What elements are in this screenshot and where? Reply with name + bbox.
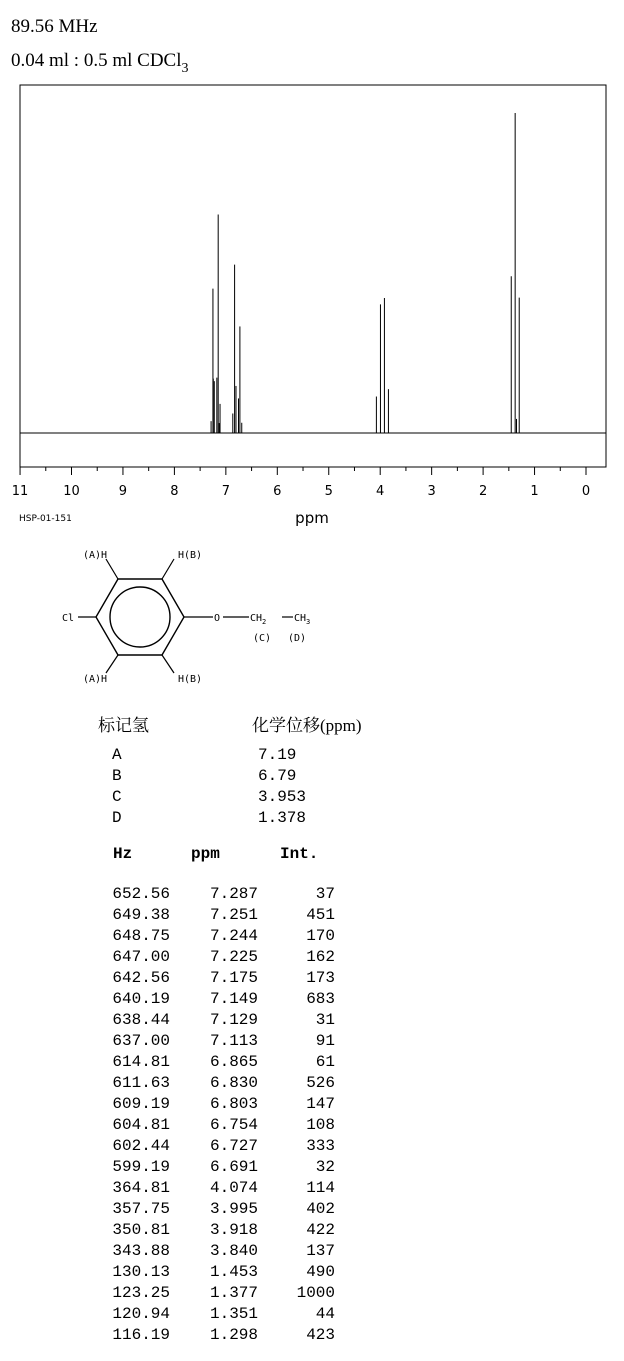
- peak-row: [100, 1136, 335, 1157]
- header-int: Int.: [280, 845, 319, 863]
- peak-row: [100, 989, 335, 1010]
- peak-intensity: 526: [306, 1074, 335, 1092]
- ch2-group: [250, 613, 266, 626]
- peak-row: [100, 1115, 335, 1136]
- peak-ppm: 6.727: [209, 1137, 258, 1155]
- peak-intensity: 114: [306, 1179, 335, 1197]
- hydrogen-label: A: [112, 746, 122, 764]
- peak-row: [100, 1220, 335, 1241]
- peak-row: [100, 926, 335, 947]
- peak-hz: 640.19: [112, 990, 170, 1008]
- x-tick-label: 11: [11, 484, 29, 499]
- hydrogen-label: D: [112, 809, 122, 827]
- ch3-group: [294, 613, 310, 626]
- assignment-row: [112, 745, 306, 766]
- peak-ppm: 4.074: [209, 1179, 258, 1197]
- ch2-text: CH: [250, 613, 263, 624]
- label-c: (C): [253, 633, 272, 644]
- x-axis-tick-labels: [12, 484, 590, 499]
- chemical-shift: 1.378: [258, 809, 307, 827]
- x-tick-label: 4: [376, 484, 385, 499]
- hydrogen-label: C: [112, 788, 122, 806]
- assignment-header-shift: 化学位移(ppm): [252, 716, 362, 735]
- bond-a-bottom: [106, 655, 118, 673]
- peak-hz: 604.81: [112, 1116, 170, 1134]
- peak-ppm: 1.453: [209, 1263, 258, 1281]
- label-b-top: H(B): [178, 550, 203, 561]
- hydrogen-label: B: [112, 767, 122, 785]
- peak-hz: 130.13: [112, 1263, 170, 1281]
- peak-hz: 647.00: [112, 948, 170, 966]
- sample-code: HSP-01-151: [19, 514, 72, 524]
- peak-hz: 648.75: [112, 927, 170, 945]
- peak-hz: 649.38: [112, 906, 170, 924]
- peak-lines: [211, 113, 519, 433]
- peak-ppm: 6.754: [209, 1116, 258, 1134]
- peak-row: [100, 905, 335, 926]
- peak-row: [100, 1094, 335, 1115]
- peak-row: [100, 884, 335, 905]
- peak-hz: 599.19: [112, 1158, 170, 1176]
- peak-ppm: 7.251: [209, 906, 258, 924]
- label-b-bottom: H(B): [178, 674, 203, 685]
- peak-row: [100, 1052, 335, 1073]
- peak-intensity: 108: [306, 1116, 335, 1134]
- spectrometer-frequency: 89.56 MHz: [11, 16, 98, 37]
- nmr-spectrum-chart: [0, 80, 624, 530]
- peak-hz: 357.75: [112, 1200, 170, 1218]
- ch3-subscript: 3: [306, 618, 311, 626]
- peak-hz: 614.81: [112, 1053, 170, 1071]
- peak-intensity: 683: [306, 990, 335, 1008]
- peak-row: [100, 1031, 335, 1052]
- x-tick-label: 5: [324, 484, 333, 499]
- concentration-text: 0.04 ml : 0.5 ml CDCl: [11, 50, 182, 71]
- x-tick-label: 0: [581, 484, 591, 499]
- assignment-row: [112, 787, 306, 808]
- peak-row: [100, 968, 335, 989]
- peak-ppm: 7.244: [209, 927, 258, 945]
- peak-intensity: 37: [315, 885, 335, 903]
- peak-intensity: 173: [306, 969, 335, 987]
- peak-intensity: 170: [306, 927, 335, 945]
- peak-hz: 116.19: [112, 1326, 170, 1344]
- x-tick-label: 1: [530, 484, 539, 499]
- benzene-ring: [96, 579, 184, 655]
- x-tick-label: 10: [63, 484, 80, 499]
- peak-intensity: 44: [315, 1305, 335, 1323]
- peak-ppm: 1.351: [209, 1305, 258, 1323]
- x-axis-ticks: [20, 467, 586, 475]
- peak-intensity: 147: [306, 1095, 335, 1113]
- label-a-bottom: (A)H: [83, 674, 108, 685]
- peak-ppm: 7.129: [209, 1011, 258, 1029]
- peak-hz: 123.25: [112, 1284, 170, 1302]
- peak-row: [100, 947, 335, 968]
- molecule-structure: [55, 545, 345, 690]
- peak-hz: 637.00: [112, 1032, 170, 1050]
- ch2-subscript: 2: [262, 618, 267, 626]
- peak-ppm: 3.995: [209, 1200, 258, 1218]
- peak-ppm: 7.149: [209, 990, 258, 1008]
- x-axis-label: ppm: [295, 509, 329, 527]
- assignment-row: [112, 808, 306, 829]
- peak-hz: 602.44: [112, 1137, 170, 1155]
- oxygen-label: O: [214, 613, 221, 624]
- peak-intensity: 451: [306, 906, 335, 924]
- peak-intensity: 333: [306, 1137, 335, 1155]
- peak-row: [100, 1073, 335, 1094]
- aromatic-circle: [110, 587, 170, 647]
- label-d: (D): [288, 633, 307, 644]
- peak-hz: 652.56: [112, 885, 170, 903]
- chemical-shift: 7.19: [258, 746, 297, 764]
- x-tick-label: 2: [478, 484, 488, 499]
- peak-ppm: 7.113: [209, 1032, 258, 1050]
- peak-ppm: 6.830: [209, 1074, 258, 1092]
- peak-intensity: 402: [306, 1200, 335, 1218]
- peak-hz: 364.81: [112, 1179, 170, 1197]
- peak-ppm: 6.691: [209, 1158, 258, 1176]
- x-tick-label: 7: [221, 484, 230, 499]
- x-tick-label: 3: [427, 484, 436, 499]
- peak-intensity: 1000: [296, 1284, 335, 1302]
- x-tick-label: 9: [118, 484, 128, 499]
- bond-b-bottom: [162, 655, 174, 673]
- header-hz: Hz: [113, 845, 133, 863]
- plot-frame: [20, 85, 606, 467]
- chemical-shift: 3.953: [258, 788, 307, 806]
- peak-row: [100, 1010, 335, 1031]
- peak-hz: 343.88: [112, 1242, 170, 1260]
- peak-ppm: 7.225: [209, 948, 258, 966]
- peak-ppm: 6.803: [209, 1095, 258, 1113]
- peak-table: [100, 884, 335, 1346]
- peak-intensity: 137: [306, 1242, 335, 1260]
- peak-hz: 350.81: [112, 1221, 170, 1239]
- peak-intensity: 91: [315, 1032, 335, 1050]
- ch3-text: CH: [294, 613, 307, 624]
- peak-ppm: 1.377: [209, 1284, 258, 1302]
- x-tick-label: 8: [170, 484, 179, 499]
- header-ppm: ppm: [191, 845, 220, 863]
- label-a-top: (A)H: [83, 550, 108, 561]
- concentration-subscript: 3: [181, 61, 189, 76]
- chlorine-label: Cl: [62, 613, 75, 624]
- peak-intensity: 32: [315, 1158, 335, 1176]
- peak-hz: 120.94: [112, 1305, 170, 1323]
- peak-hz: 611.63: [112, 1074, 170, 1092]
- peak-ppm: 1.298: [209, 1326, 258, 1344]
- peak-row: [100, 1157, 335, 1178]
- bond-a-top: [106, 559, 118, 579]
- peak-intensity: 423: [306, 1326, 335, 1344]
- chemical-shift: 6.79: [258, 767, 297, 785]
- bond-b-top: [162, 559, 174, 579]
- peak-hz: 609.19: [112, 1095, 170, 1113]
- peak-row: [100, 1283, 335, 1304]
- sample-concentration: [11, 50, 189, 80]
- assignment-table: [112, 745, 306, 829]
- peak-intensity: 490: [306, 1263, 335, 1281]
- assignment-header-label: 标记氢: [98, 716, 149, 735]
- peak-intensity: 162: [306, 948, 335, 966]
- peak-row: [100, 1325, 335, 1346]
- peak-intensity: 422: [306, 1221, 335, 1239]
- peak-ppm: 3.918: [209, 1221, 258, 1239]
- peak-row: [100, 1304, 335, 1325]
- peak-intensity: 61: [315, 1053, 335, 1071]
- assignment-row: [112, 766, 306, 787]
- peak-ppm: 6.865: [209, 1053, 258, 1071]
- peak-intensity: 31: [315, 1011, 335, 1029]
- peak-hz: 642.56: [112, 969, 170, 987]
- peak-hz: 638.44: [112, 1011, 170, 1029]
- peak-ppm: 7.175: [209, 969, 258, 987]
- peak-row: [100, 1178, 335, 1199]
- peak-ppm: 3.840: [209, 1242, 258, 1260]
- x-tick-label: 6: [273, 484, 282, 499]
- peak-row: [100, 1241, 335, 1262]
- peak-ppm: 7.287: [209, 885, 258, 903]
- peak-row: [100, 1262, 335, 1283]
- peak-row: [100, 1199, 335, 1220]
